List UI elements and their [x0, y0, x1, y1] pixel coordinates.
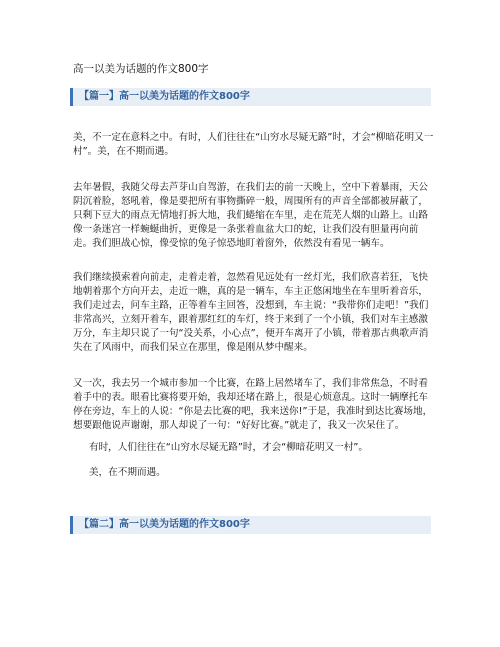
paragraph-3: 我们继续摸索着向前走，走着走着，忽然看见远处有一丝灯光，我们欣喜若狂，飞快地朝着那个方向开去，走近一瞧，真的是一辆车，车主正悠闲地坐在车里听着音乐，我们走过去，问车主路，正等着车主回答，没想到，车主说：“我带你们走吧！”我们非常高兴，立刻开着车，跟着那红红的车灯，终于来到了一个小镇，我们对车主感激万分，车主却只说了一句“没关系，小心点”，便开车离开了小镇，带着那古典歌声消失在了风雨中，而我们呆立在那里，像是刚从梦中醒来。	[73, 272, 429, 353]
section-header-2: 【篇二】高一以美为话题的作文800字	[70, 516, 431, 534]
paragraph-6: 美，在不期而遇。	[89, 467, 166, 478]
paragraph-5: 有时，人们往往在“山穷水尽疑无路”时，才会“柳暗花明又一村”。	[89, 442, 368, 453]
paragraph-1: 美，不一定在意料之中。有时，人们往往在“山穷水尽疑无路”时，才会“柳暗花明又一村”。美，在不期而遇。	[73, 132, 434, 157]
paragraph-2: 去年暑假，我随父母去芦芽山自驾游，在我们去的前一天晚上，空中下着暴雨，天公阴沉着脸，怒吼着，像是要把所有事物撕碎一般，周围所有的声音全部都被屏蔽了，只剩下豆大的雨点无情地打拆大地，我们蜷缩在车里，走在荒芜人烟的山路上。山路像一条迷宫一样蜿蜒曲折，更像是一条张着血盆大口的蛇，让我们没有胆量再向前走。我们胆战心惊，像受惊的兔子惊恐地盯着窗外，依然没有看见一辆车。	[73, 182, 428, 249]
document-title: 高一以美为话题的作文800字	[73, 63, 209, 75]
paragraph-4: 又一次，我去另一个城市参加一个比赛，在路上居然堵车了，我们非常焦急，不时看着手中的表。眼看比赛将要开始，我却还堵在路上，很是心烦意乱。这时一辆摩托车停在旁边，车上的人说：“你是去比赛的吧，我来送你!”于是，我准时到达比赛场地，想要跟他说声谢谢，那人却说了一句：“好好比赛。”就走了，我又一次呆住了。	[73, 378, 433, 431]
section-header-1: 【篇一】高一以美为话题的作文800字	[70, 88, 431, 106]
